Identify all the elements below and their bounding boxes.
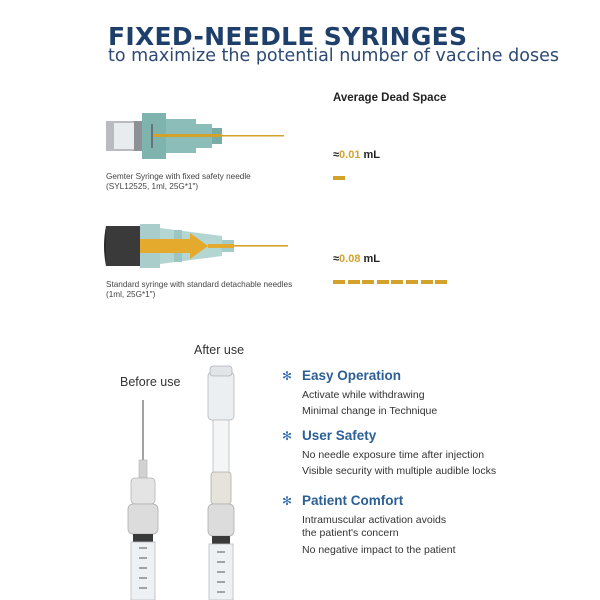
detachable-needle-caption: Standard syringe with standard detachable needles (1ml, 25G*1") xyxy=(106,280,293,299)
feature-line: Minimal change in Technique xyxy=(302,405,438,417)
fixed-needle-dead-space-value: ≈0.01 mL xyxy=(333,149,381,161)
feature-line: No negative impact to the patient xyxy=(302,544,456,556)
feature-heading: Patient Comfort xyxy=(302,493,404,508)
fixed-needle-dead-space-bar xyxy=(333,176,345,180)
dead-space-bar-segment xyxy=(435,280,447,284)
snowflake-icon: ✻ xyxy=(282,429,293,443)
feature-heading: User Safety xyxy=(302,428,377,443)
dead-space-bar-segment xyxy=(348,280,360,284)
snowflake-icon: ✻ xyxy=(282,494,293,508)
dead-space-bar-segment xyxy=(362,280,374,284)
before-use-label: Before use xyxy=(120,375,181,389)
page-title: FIXED-NEEDLE SYRINGES xyxy=(108,22,468,51)
feature-line: No needle exposure time after injection xyxy=(302,449,485,461)
dead-space-bar-segment xyxy=(377,280,389,284)
dead-space-heading: Average Dead Space xyxy=(333,92,447,104)
dead-space-bar-segment xyxy=(391,280,403,284)
after-use-label: After use xyxy=(194,343,245,357)
detachable-needle-dead-space-bar xyxy=(333,280,447,284)
feature-heading: Easy Operation xyxy=(302,368,402,383)
feature-line: Intramuscular activation avoids xyxy=(302,514,447,526)
snowflake-icon: ✻ xyxy=(282,369,293,383)
after-use-syringe-photo xyxy=(196,364,246,600)
detachable-needle-dead-space-value: ≈0.08 mL xyxy=(333,253,381,265)
dead-space-bar-segment xyxy=(333,280,345,284)
feature-line: Visible security with multiple audible locks xyxy=(302,465,497,477)
page-subtitle: to maximize the potential number of vaccine doses xyxy=(108,46,559,66)
fixed-needle-caption: Gemter Syringe with fixed safety needle (SYL12525, 1ml, 25G*1") xyxy=(106,172,251,191)
feature-line: Activate while withdrawing xyxy=(302,389,425,401)
before-use-syringe-photo xyxy=(118,398,168,600)
dead-space-bar-segment xyxy=(406,280,418,284)
feature-line: the patient's concern xyxy=(302,527,399,539)
dead-space-bar-segment xyxy=(421,280,433,284)
fixed-needle-syringe-illustration xyxy=(104,110,294,165)
detachable-needle-syringe-illustration xyxy=(104,218,294,273)
